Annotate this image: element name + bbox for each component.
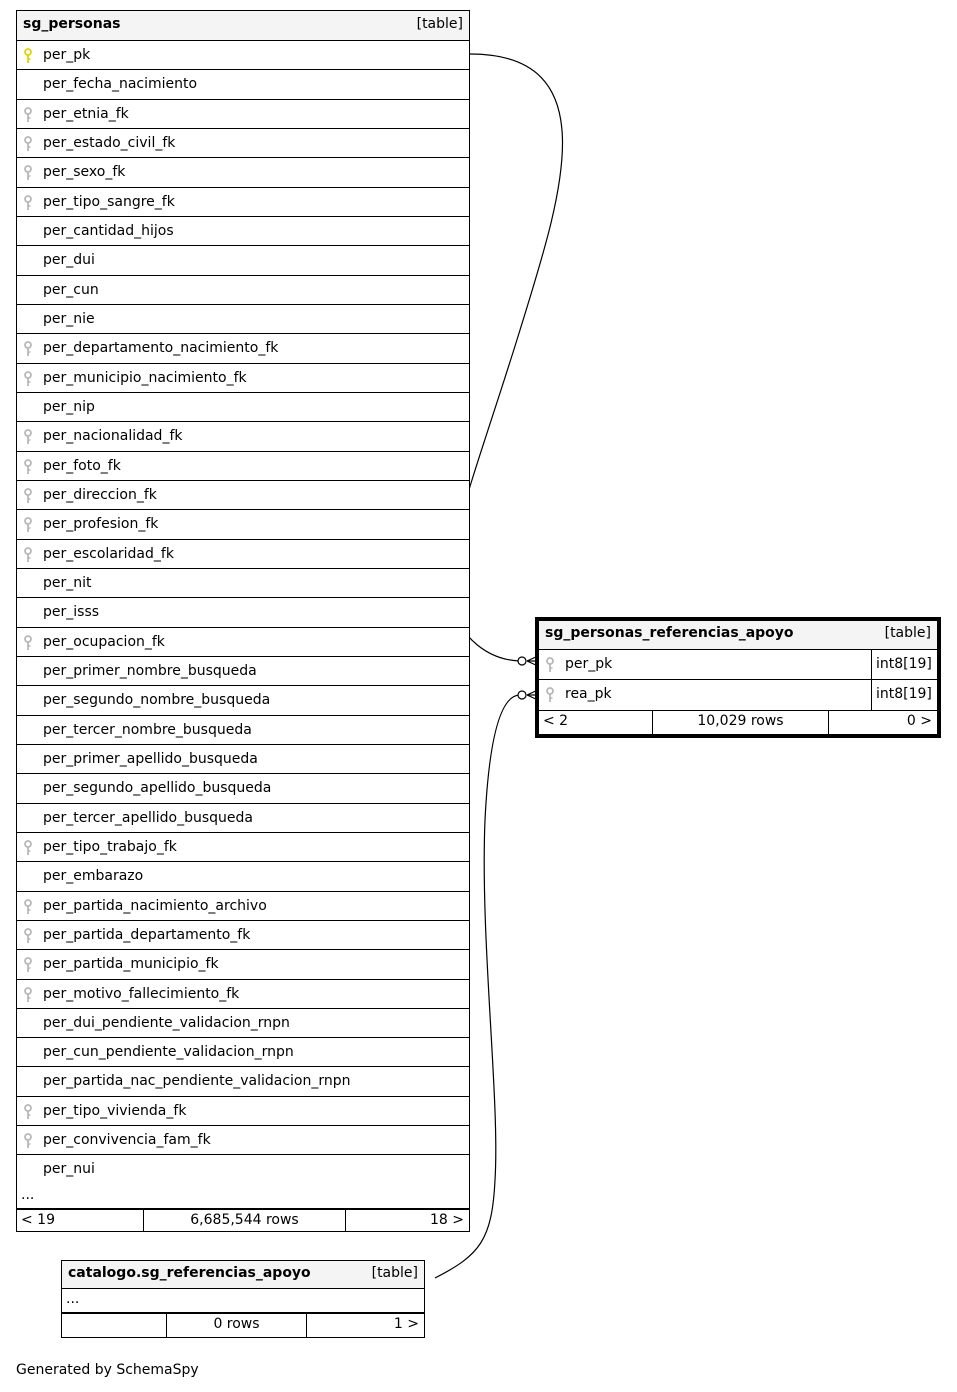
column-row-per-municipio-nacimiento-fk[interactable] <box>17 364 469 393</box>
foreign-key-icon <box>22 928 34 944</box>
column-row-per-cantidad-hijos[interactable] <box>17 217 469 246</box>
parents-cell[interactable] <box>539 711 652 734</box>
column-name: per_motivo_fallecimiento_fk <box>43 985 240 1002</box>
column-row-per-nit[interactable] <box>17 569 469 598</box>
table-footer <box>539 710 937 734</box>
column-name: per_nacionalidad_fk <box>43 428 183 445</box>
column-row-per-profesion-fk[interactable] <box>17 510 469 539</box>
column-row-per-fecha-nacimiento[interactable] <box>17 70 469 99</box>
column-name: per_segundo_apellido_busqueda <box>43 780 272 797</box>
column-name: per_cun <box>43 281 99 298</box>
foreign-key-icon <box>22 136 34 152</box>
foreign-key-icon <box>22 517 34 533</box>
column-row-per-foto-fk[interactable] <box>17 452 469 481</box>
table-header <box>17 11 469 41</box>
ellipsis: ... <box>66 1291 80 1307</box>
column-row-per-departamento-nacimiento-fk[interactable] <box>17 334 469 363</box>
generated-by-label: Generated by SchemaSpy <box>16 1362 199 1378</box>
column-row-per-nui[interactable] <box>17 1155 469 1184</box>
parents-cell[interactable] <box>62 1314 166 1337</box>
table-sg-personas-referencias-apoyo[interactable] <box>535 617 941 738</box>
column-name: per_departamento_nacimiento_fk <box>43 340 279 357</box>
foreign-key-icon <box>22 547 34 563</box>
foreign-key-icon <box>22 899 34 915</box>
foreign-key-icon <box>22 1133 34 1149</box>
children-count: 0 > <box>906 713 932 729</box>
parents-count: < 2 <box>543 713 569 729</box>
column-name: per_embarazo <box>43 868 144 885</box>
column-name: per_profesion_fk <box>43 516 159 533</box>
foreign-key-icon <box>22 371 34 387</box>
children-cell[interactable] <box>345 1210 469 1231</box>
column-row-per-partida-departamento-fk[interactable] <box>17 921 469 950</box>
column-row-per-segundo-apellido-busqueda[interactable] <box>17 774 469 803</box>
column-name: per_sexo_fk <box>43 164 126 181</box>
foreign-key-icon <box>22 429 34 445</box>
column-row-per-tercer-apellido-busqueda[interactable] <box>17 804 469 833</box>
column-name: per_ocupacion_fk <box>43 633 165 650</box>
more-columns-row <box>17 1185 469 1209</box>
column-row-per-dui[interactable] <box>17 246 469 275</box>
column-row-per-estado-civil-fk[interactable] <box>17 129 469 158</box>
column-name: per_nip <box>43 398 95 415</box>
column-row-per-cun-pendiente-validacion-rnpn[interactable] <box>17 1038 469 1067</box>
foreign-key-icon <box>544 687 556 703</box>
foreign-key-icon <box>22 341 34 357</box>
table-footer <box>17 1209 469 1231</box>
column-row-per-convivencia-fam-fk[interactable] <box>17 1126 469 1155</box>
column-type: int8[19] <box>871 680 937 710</box>
table-type: [table] <box>416 16 463 32</box>
column-name: per_nit <box>43 574 92 591</box>
column-name: per_tipo_trabajo_fk <box>43 838 177 855</box>
column-name: per_pk <box>43 47 91 63</box>
column-list <box>17 41 469 1185</box>
column-row-per-dui-pendiente-validacion-rnpn[interactable] <box>17 1009 469 1038</box>
column-name: per_tipo_vivienda_fk <box>43 1102 187 1119</box>
column-row-rea-pk[interactable] <box>539 680 937 710</box>
column-name: per_cun_pendiente_validacion_rnpn <box>43 1044 294 1061</box>
column-name: per_estado_civil_fk <box>43 134 176 151</box>
table-type: [table] <box>371 1265 418 1281</box>
column-row-per-partida-nac-pendiente-validacion-rnpn[interactable] <box>17 1067 469 1096</box>
foreign-key-icon <box>22 165 34 181</box>
column-name: per_fecha_nacimiento <box>43 76 198 93</box>
column-name: per_nui <box>43 1161 95 1178</box>
column-name: per_tipo_sangre_fk <box>43 193 175 210</box>
foreign-key-icon <box>22 195 34 211</box>
children-count: 18 > <box>430 1211 464 1228</box>
foreign-key-icon <box>22 987 34 1003</box>
children-cell[interactable] <box>828 711 937 734</box>
row-count: 10,029 rows <box>697 713 784 729</box>
column-row-per-escolaridad-fk[interactable] <box>17 540 469 569</box>
table-header <box>62 1261 424 1289</box>
table-header <box>539 621 937 650</box>
column-name: rea_pk <box>565 686 612 702</box>
column-row-per-partida-municipio-fk[interactable] <box>17 950 469 979</box>
row-count: 0 rows <box>213 1316 260 1332</box>
column-name: per_pk <box>565 656 613 672</box>
column-row-per-primer-apellido-busqueda[interactable] <box>17 745 469 774</box>
column-name: per_segundo_nombre_busqueda <box>43 692 271 709</box>
column-row-per-direccion-fk[interactable] <box>17 481 469 510</box>
row-count-cell <box>143 1210 345 1231</box>
column-row-per-cun[interactable] <box>17 276 469 305</box>
table-sg-personas[interactable] <box>16 10 470 1232</box>
column-name: per_tercer_nombre_busqueda <box>43 721 252 738</box>
column-row-per-tipo-trabajo-fk[interactable] <box>17 833 469 862</box>
column-name: per_partida_departamento_fk <box>43 926 251 943</box>
more-columns-row <box>62 1289 424 1313</box>
row-count: 6,685,544 rows <box>190 1211 299 1228</box>
table-name: catalogo.sg_referencias_apoyo <box>68 1265 311 1281</box>
column-name: per_nie <box>43 310 95 327</box>
column-row-per-sexo-fk[interactable] <box>17 158 469 187</box>
column-name: per_municipio_nacimiento_fk <box>43 369 247 386</box>
parents-count: < 19 <box>21 1211 55 1228</box>
foreign-key-icon <box>22 107 34 123</box>
column-row-per-isss[interactable] <box>17 598 469 627</box>
parents-cell[interactable] <box>17 1210 143 1231</box>
column-row-per-primer-nombre-busqueda[interactable] <box>17 657 469 686</box>
column-name: per_cantidad_hijos <box>43 222 174 239</box>
column-row-per-tercer-nombre-busqueda[interactable] <box>17 716 469 745</box>
foreign-key-icon <box>22 488 34 504</box>
table-type: [table] <box>884 625 931 641</box>
column-name: per_isss <box>43 604 100 621</box>
column-name: per_direccion_fk <box>43 486 157 503</box>
column-row-per-segundo-nombre-busqueda[interactable] <box>17 686 469 715</box>
children-count: 1 > <box>393 1316 419 1332</box>
column-row-per-tipo-vivienda-fk[interactable] <box>17 1097 469 1126</box>
column-row-per-pk[interactable] <box>539 650 937 680</box>
column-row-per-embarazo[interactable] <box>17 862 469 891</box>
column-type: int8[19] <box>871 650 937 679</box>
children-cell[interactable] <box>306 1314 424 1337</box>
foreign-key-icon <box>22 840 34 856</box>
column-row-per-tipo-sangre-fk[interactable] <box>17 188 469 217</box>
column-name: per_foto_fk <box>43 457 121 474</box>
table-footer <box>62 1313 424 1337</box>
column-name: per_primer_nombre_busqueda <box>43 662 257 679</box>
column-name: per_escolaridad_fk <box>43 545 174 562</box>
column-row-per-etnia-fk[interactable] <box>17 100 469 129</box>
foreign-key-icon <box>22 459 34 475</box>
column-name: per_tercer_apellido_busqueda <box>43 809 253 826</box>
column-name: per_partida_nac_pendiente_validacion_rnpn <box>43 1073 351 1090</box>
column-row-per-nip[interactable] <box>17 393 469 422</box>
column-name: per_primer_apellido_busqueda <box>43 750 258 767</box>
column-name: per_partida_municipio_fk <box>43 956 219 973</box>
column-list <box>539 650 937 710</box>
row-count-cell <box>166 1314 306 1337</box>
row-count-cell <box>652 711 828 734</box>
column-name: per_dui <box>43 252 95 269</box>
column-name: per_etnia_fk <box>43 105 129 122</box>
table-name: sg_personas <box>23 16 121 32</box>
foreign-key-icon <box>22 1104 34 1120</box>
table-catalogo-sg-referencias-apoyo[interactable] <box>61 1260 425 1338</box>
column-name: per_convivencia_fam_fk <box>43 1132 211 1149</box>
foreign-key-icon <box>22 635 34 651</box>
column-name: per_dui_pendiente_validacion_rnpn <box>43 1014 290 1031</box>
foreign-key-icon <box>22 957 34 973</box>
column-row-per-nacionalidad-fk[interactable] <box>17 422 469 451</box>
column-name: per_partida_nacimiento_archivo <box>43 897 267 914</box>
column-row-per-motivo-fallecimiento-fk[interactable] <box>17 980 469 1009</box>
ellipsis: ... <box>21 1186 35 1203</box>
column-row-per-pk[interactable] <box>17 41 469 70</box>
column-row-per-nie[interactable] <box>17 305 469 334</box>
primary-key-icon <box>22 48 34 64</box>
foreign-key-icon <box>544 657 556 673</box>
column-row-per-partida-nacimiento-archivo[interactable] <box>17 892 469 921</box>
table-name: sg_personas_referencias_apoyo <box>545 625 794 641</box>
column-row-per-ocupacion-fk[interactable] <box>17 628 469 657</box>
